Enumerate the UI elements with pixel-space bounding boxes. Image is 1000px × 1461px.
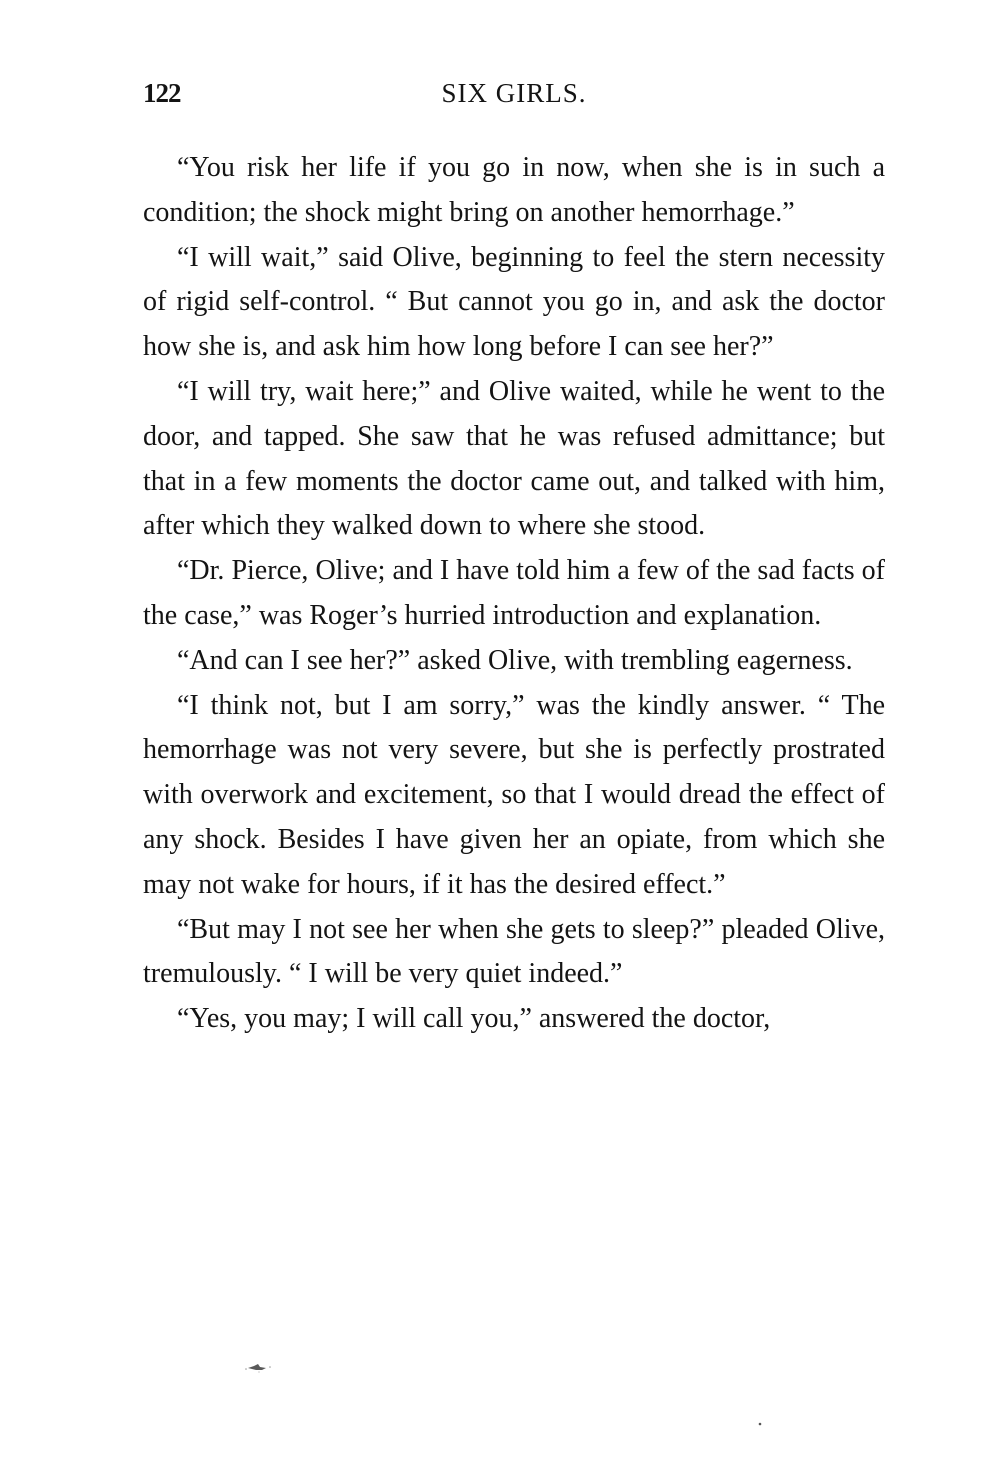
paragraph: “But may I not see her when she gets to sleep?” pleaded Olive, tremulously. “ I will be very quiet indeed.”: [143, 913, 885, 990]
paragraph: “You risk her life if you go in now, when she is in such a condition; the shock might bring on another hemorrhage.”: [143, 152, 885, 228]
paragraph: “I think not, but I am sorry,” was the kindly answer. “ The hemorrhage was not very severe, but she is perfectly prostrated with overwork and excitement, so that I would dread the effect of any shock. Besides I have given her an opiate, from which she may not wake for hours, if it has the desired effect.”: [143, 689, 885, 900]
paragraph: “Yes, you may; I will call you,” answered the doctor,: [177, 1003, 771, 1035]
page-number: 122: [143, 78, 181, 108]
page-header: [143, 78, 885, 118]
body-text: [143, 146, 885, 1042]
running-title: SIX GIRLS.: [441, 78, 587, 108]
ink-speck-mark: [242, 1362, 276, 1374]
paragraph: “I will wait,” said Olive, beginning to feel the stern necessity of rigid self-control. “ But cannot you go in, and ask the doctor how she is, and ask him how long before I can see her?”: [143, 241, 885, 363]
ink-dot-mark: [758, 1422, 762, 1426]
paragraph: “Dr. Pierce, Olive; and I have told him a few of the sad facts of the case,” was Roger’s hurried introduction and explanation.: [143, 555, 885, 631]
paragraph: “I will try, wait here;” and Olive waited, while he went to the door, and tapped. She saw that he was refused admittance; but that in a few moments the doctor came out, and talked with him, after which they walked down to where she stood.: [143, 375, 885, 542]
paragraph: “And can I see her?” asked Olive, with trembling eagerness.: [177, 644, 853, 676]
